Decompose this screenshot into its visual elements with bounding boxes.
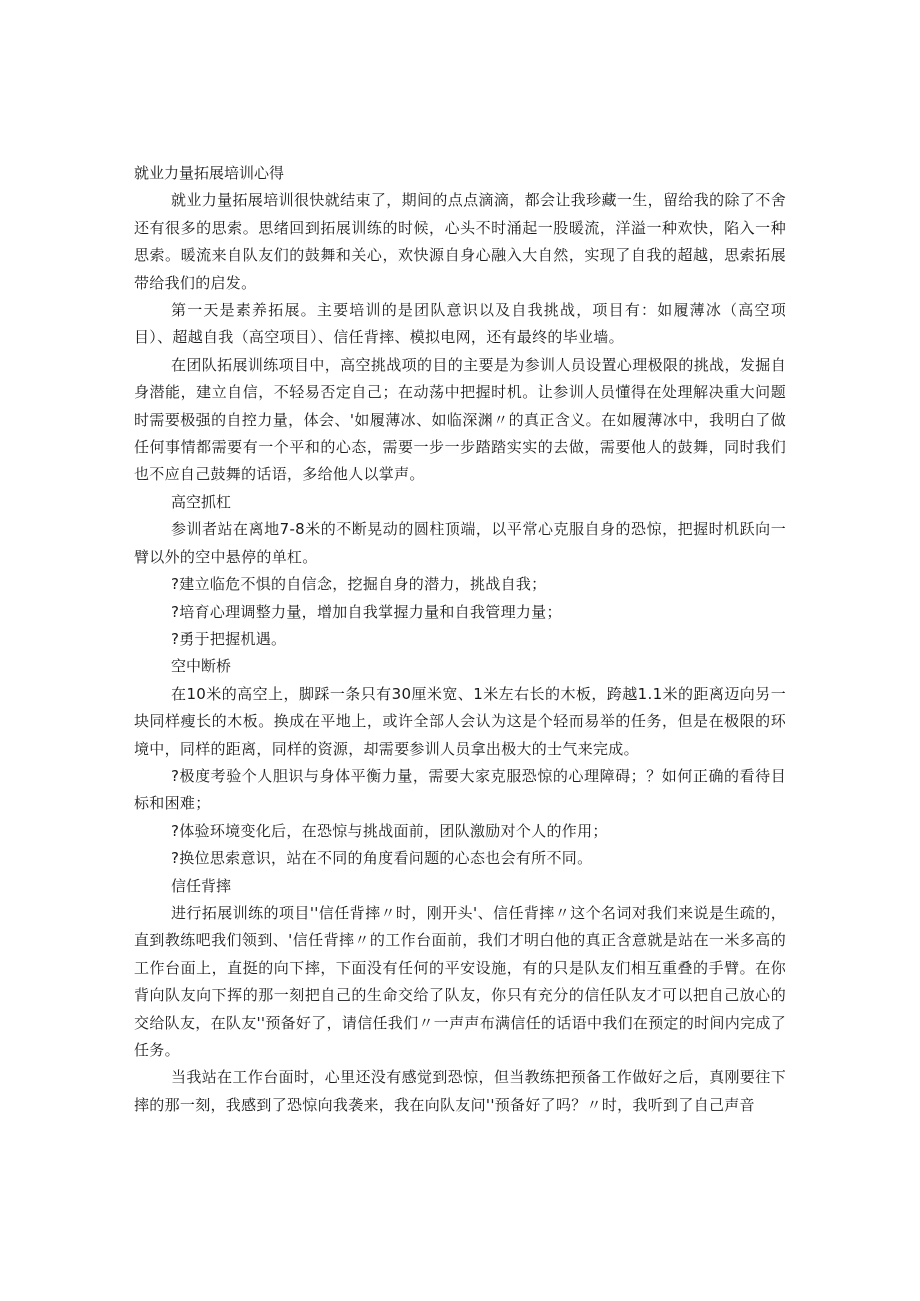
bullet-item: ?勇于把握机遇。 <box>171 629 287 648</box>
section-heading-high-bar: 高空抓杠 <box>171 492 232 511</box>
paragraph-high-altitude: 在团队拓展训练项目中，高空挑战项的目的主要是为参训人员设置心理极限的挑战，发掘自身潜能，建立自信，不轻易否定自己；在动荡中把握时机。让参训人员懂得在处理解决重大问题时需要极强的自控力量，体会、'如履薄冰、如临深渊〃的真正含义。在如履薄冰中，我明白了做任何事情都需要有一个平和的心态，需要一步一步踏踏实实的去做，需要他人的鼓舞，同时我们也不应自己鼓舞的话语，多给他人以掌声。 <box>134 355 786 484</box>
section-heading-trust-fall: 信任背摔 <box>171 876 232 895</box>
paragraph-trust-fall-experience: 当我站在工作台面时，心里还没有感觉到恐惊，但当教练把预备工作做好之后，真刚要往下摔的那一刻，我感到了恐惊向我袭来，我在向队友问''预备好了吗？〃时，我听到了自己声音 <box>134 1068 786 1114</box>
bullet-item: ?极度考验个人胆识与身体平衡力量，需要大家克服恐惊的心理障碍；？如何正确的看待目标和困难； <box>134 766 786 813</box>
bullet-item: ?换位思索意识，站在不同的角度看问题的心态也会有所不同。 <box>171 849 593 868</box>
paragraph-intro: 就业力量拓展培训很快就结束了，期间的点点滴滴，都会让我珍藏一生，留给我的除了不舍还有很多的思索。思绪回到拓展训练的时候，心头不时涌起一股暖流，洋溢一种欢快，陷入一种思索。暖流来自队友们的鼓舞和关心，欢快源自身心融入大自然，实现了自我的超越，思索拓展带给我们的启发。 <box>134 191 786 292</box>
paragraph-trust-fall: 进行拓展训练的项目''信任背摔〃时，刚开头'、信任背摔〃这个名词对我们来说是生疏的，直到教练吧我们领到、'信任背摔〃的工作台面前，我们才明白他的真正含意就是站在一米多高的工作台面上，直挺的向下摔，下面没有任何的平安设施，有的只是队友们相互重叠的手臂。在你背向队友向下挥的那一刻把自己的生命交给了队友，你只有充分的信任队友才可以把自己放心的交给队友，在队友''预备好了，请信任我们〃一声声布满信任的话语中我们在预定的时间内完成了任务。 <box>134 903 786 1059</box>
bullet-item: ?体验环境变化后，在恐惊与挑战面前，团队激励对个人的作用； <box>171 821 608 840</box>
bullet-item: ?建立临危不惧的自信念，挖掘自身的潜力，挑战自我； <box>171 575 547 594</box>
bullet-item: ?培育心理调整力量，增加自我掌握力量和自我管理力量； <box>171 602 562 621</box>
paragraph-broken-bridge: 在10米的高空上，脚踩一条只有30厘米宽、1米左右长的木板，跨越1.1米的距离迈向另一块同样瘦长的木板。换成在平地上，或许全部人会认为这是个轻而易举的任务，但是在极限的环境中，同样的距离，同样的资源，却需要参训人员拿出极大的士气来完成。 <box>134 684 786 758</box>
document-title: 就业力量拓展培训心得 <box>134 164 285 182</box>
section-heading-broken-bridge: 空中断桥 <box>171 657 232 676</box>
paragraph-high-bar: 参训者站在离地7-8米的不断晃动的圆柱顶端，以平常心克服自身的恐惊，把握时机跃向一臂以外的空中悬停的单杠。 <box>134 520 786 566</box>
paragraph-day-one: 第一天是素养拓展。主要培训的是团队意识以及自我挑战，项目有：如履薄冰（高空项目）、超越自我（高空项目）、信任背摔、模拟电网，还有最终的毕业墙。 <box>134 301 786 347</box>
document-body <box>134 160 786 1119</box>
